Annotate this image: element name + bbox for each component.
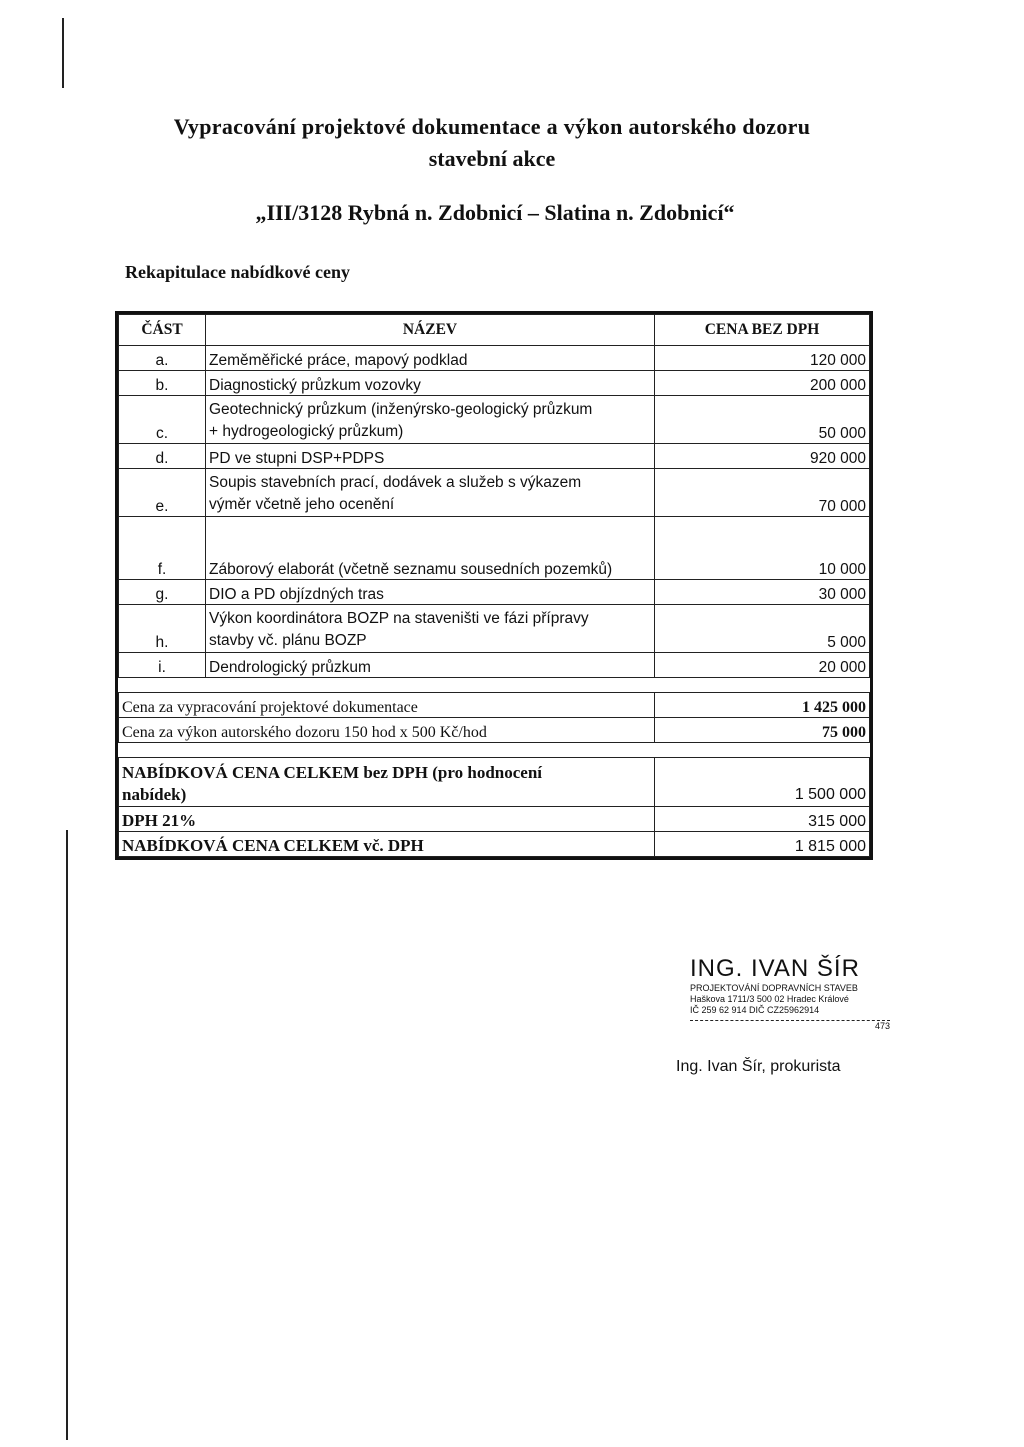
stamp-line3: IČ 259 62 914 DIČ CZ25962914 <box>690 1005 820 1015</box>
project-name: „III/3128 Rybná n. Zdobnicí – Slatina n. Zdobnicí“ <box>255 200 735 225</box>
row-part: h. <box>119 605 206 653</box>
row-name: Záborový elaborát (včetně seznamu sousedních pozemků) <box>206 517 655 580</box>
row-name-line2: stavby vč. plánu BOZP <box>209 632 367 649</box>
row-name-line1: Soupis stavebních prací, dodávek a služeb s výkazem <box>209 474 582 491</box>
header-part: ČÁST <box>119 315 206 346</box>
subtotal-label: Cena za výkon autorského dozoru 150 hod x 500 Kč/hod <box>119 718 655 743</box>
table-row <box>119 653 870 678</box>
subtotal-price: 75 000 <box>655 718 870 743</box>
row-price: 20 000 <box>655 653 870 678</box>
row-part: e. <box>119 469 206 517</box>
table-row <box>119 580 870 605</box>
row-price: 10 000 <box>655 517 870 580</box>
row-part: g. <box>119 580 206 605</box>
scan-edge-mark-bottom <box>66 830 68 1440</box>
row-price: 120 000 <box>655 346 870 371</box>
table-row <box>119 605 870 653</box>
row-part: f. <box>119 517 206 580</box>
total-price: 1 500 000 <box>655 758 870 807</box>
row-name: DIO a PD objízdných tras <box>206 580 655 605</box>
row-name-line1: Výkon koordinátora BOZP na staveništi ve fázi přípravy <box>209 610 589 627</box>
row-name-line2: + hydrogeologický průzkum) <box>209 423 404 440</box>
row-name <box>206 396 655 444</box>
total-label-line1: NABÍDKOVÁ CENA CELKEM bez DPH (pro hodnocení <box>122 763 542 782</box>
header-name: NÁZEV <box>206 315 655 346</box>
total-label-line2: nabídek) <box>122 785 187 804</box>
row-part: b. <box>119 371 206 396</box>
signature-caption: Ing. Ivan Šír, prokurista <box>676 1058 841 1075</box>
row-name-line2: výměr včetně jeho ocenění <box>209 496 395 513</box>
row-part: d. <box>119 444 206 469</box>
company-stamp <box>690 955 900 1032</box>
row-price: 5 000 <box>655 605 870 653</box>
row-price: 70 000 <box>655 469 870 517</box>
table-row <box>119 517 870 580</box>
subtotal-row <box>119 718 870 743</box>
total-row <box>119 758 870 807</box>
row-name: Dendrologický průzkum <box>206 653 655 678</box>
row-part: a. <box>119 346 206 371</box>
table-header-row <box>119 315 870 346</box>
recap-label: Rekapitulace nabídkové ceny <box>125 262 351 282</box>
row-price: 50 000 <box>655 396 870 444</box>
total-row <box>119 832 870 857</box>
header-price: CENA BEZ DPH <box>655 315 870 346</box>
row-name <box>206 469 655 517</box>
total-label <box>119 758 655 807</box>
table-row <box>119 396 870 444</box>
row-price: 200 000 <box>655 371 870 396</box>
total-label: DPH 21% <box>119 807 655 832</box>
row-part: i. <box>119 653 206 678</box>
row-name: Zeměměřické práce, mapový podklad <box>206 346 655 371</box>
row-part: c. <box>119 396 206 444</box>
row-price: 30 000 <box>655 580 870 605</box>
price-table <box>118 314 870 857</box>
table-row <box>119 444 870 469</box>
stamp-line2: Haškova 1711/3 500 02 Hradec Králové <box>690 994 849 1004</box>
row-name-line1: Geotechnický průzkum (inženýrsko-geologický průzkum <box>209 401 593 418</box>
scan-edge-mark-top <box>62 18 64 88</box>
row-name: PD ve stupni DSP+PDPS <box>206 444 655 469</box>
subtotal-price: 1 425 000 <box>655 693 870 718</box>
table-row <box>119 346 870 371</box>
stamp-line1: PROJEKTOVÁNÍ DOPRAVNÍCH STAVEB <box>690 983 858 993</box>
total-price: 1 815 000 <box>655 832 870 857</box>
table-spacer <box>119 743 870 758</box>
row-price: 920 000 <box>655 444 870 469</box>
stamp-code: 473 <box>874 1021 890 1031</box>
total-price: 315 000 <box>655 807 870 832</box>
table-row <box>119 469 870 517</box>
row-name <box>206 605 655 653</box>
subtotal-row <box>119 693 870 718</box>
stamp-name: ING. IVAN ŠÍR <box>690 955 860 982</box>
total-row <box>119 807 870 832</box>
document-title-line1: Vypracování projektové dokumentace a výkon autorského dozoru <box>173 114 811 139</box>
subtotal-label: Cena za vypracování projektové dokumentace <box>119 693 655 718</box>
table-row <box>119 371 870 396</box>
row-name: Diagnostický průzkum vozovky <box>206 371 655 396</box>
table-spacer <box>119 678 870 693</box>
total-label: NABÍDKOVÁ CENA CELKEM vč. DPH <box>119 832 655 857</box>
document-title-line2: stavební akce <box>428 146 556 171</box>
